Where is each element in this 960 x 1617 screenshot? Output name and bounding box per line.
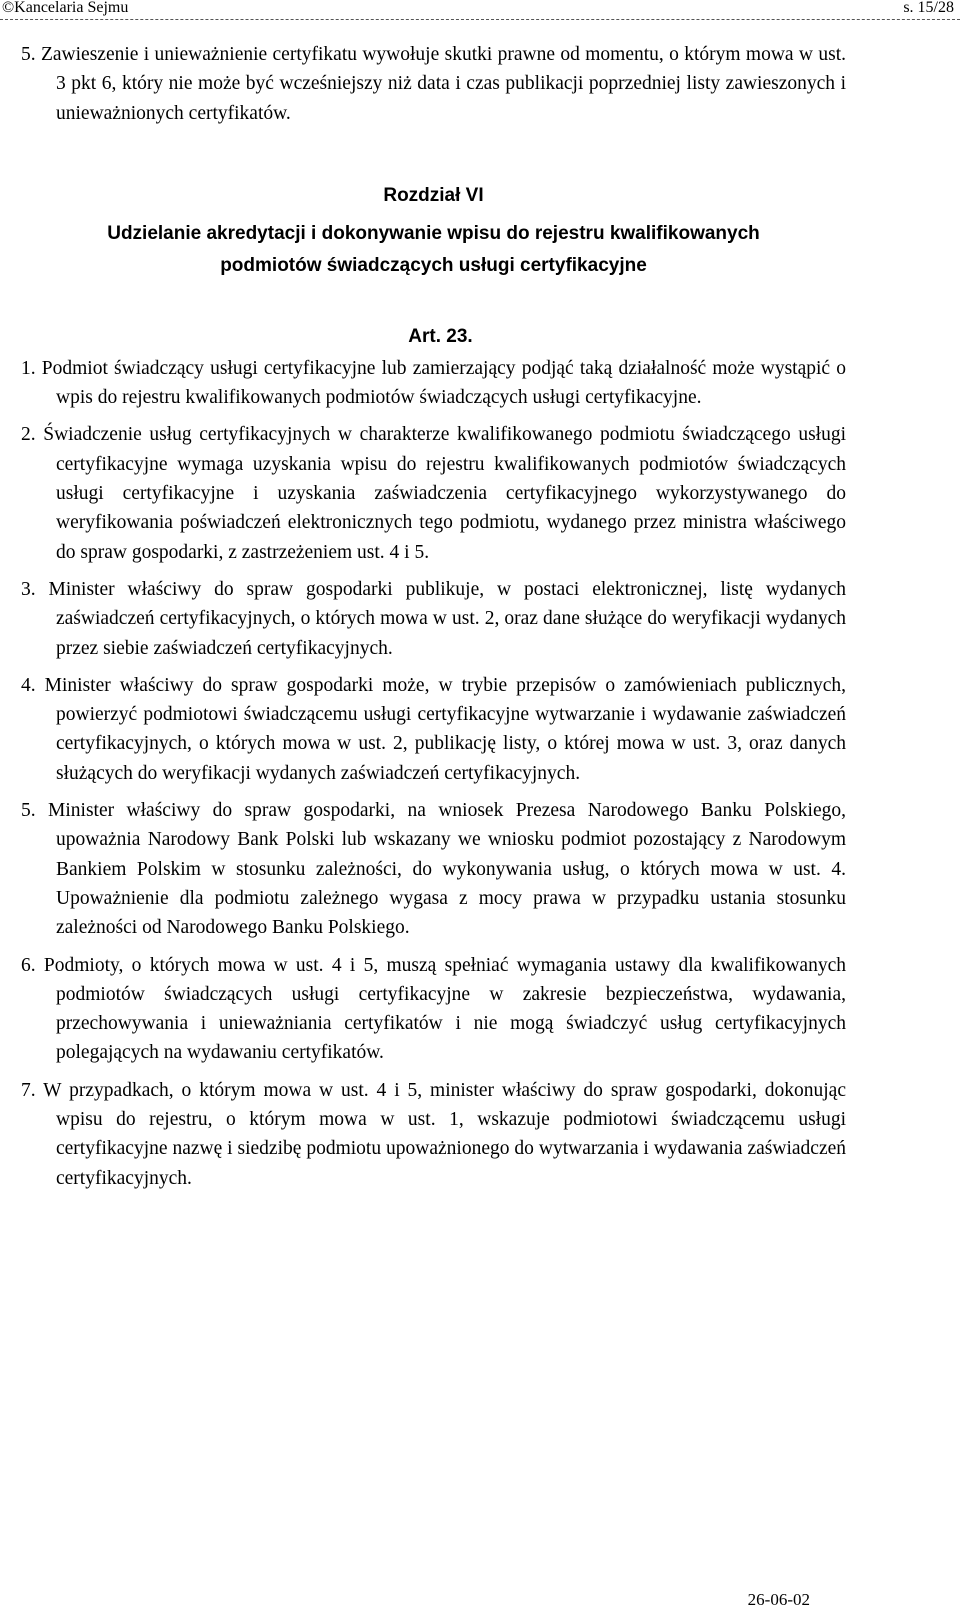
intro-paragraph: 5. Zawieszenie i unieważnienie certyfikatu wywołuje skutki prawne od momentu, o którym mowa w ust. 3 pkt 6, który nie może być wcześniejszy niż data i czas publikacji poprzedniej listy zawieszonych i unieważnionych certyfikatów. (21, 44, 846, 124)
footer-date: 26-06-02 (747, 1590, 810, 1609)
article-paragraph-7: 7. W przypadkach, o którym mowa w ust. 4 i 5, minister właściwy do spraw gospodarki, dokonując wpisu do rejestru, o którym mowa w ust. 1, wskazuje podmiotowi świadczącemu usługi certyfikacyjne nazwę i siedzibę podmiotu upoważnionego do wytwarzania i wydawania zaświadczeń certyfikacyjnych. (21, 1079, 846, 1189)
article-paragraph-5: 5. Minister właściwy do spraw gospodarki, na wniosek Prezesa Narodowego Banku Polskiego, upoważnia Narodowy Bank Polski lub wskazany we wniosku podmiot pozostający z Narodowym Bankiem Polskim w stosunku zależności, do wykonywania usług, o których mowa w ust. 4. Upoważnienie dla podmiotu zależnego wygasa z mocy prawa w przypadku ustania stosunku zależności od Narodowego Banku Polskiego. (21, 800, 846, 939)
article-paragraph-6: 6. Podmioty, o których mowa w ust. 4 i 5, muszą spełniać wymagania ustawy dla kwalifikowanych podmiotów świadczących usługi certyfikacyjne w zakresie bezpieczeństwa, wydawania, przechowywania i unieważniania certyfikatów i nie mogą świadczyć usług certyfikacyjnych polegających na wydawaniu certyfikatów. (21, 954, 846, 1064)
document-body (21, 40, 846, 1201)
page-header (0, 0, 960, 24)
article-heading: Art. 23. (408, 325, 473, 347)
chapter-title-line-1: Udzielanie akredytacji i dokonywanie wpisu do rejestru kwalifikowanych (107, 222, 760, 244)
chapter-title-line-2: podmiotów świadczących usługi certyfikacyjne (220, 254, 647, 276)
article-paragraph-3: 3. Minister właściwy do spraw gospodarki publikuje, w postaci elektronicznej, listę wydanych zaświadczeń certyfikacyjnych, o których mowa w ust. 2, oraz dane służące do weryfikacji wydanych przez siebie zaświadczeń certyfikacyjnych. (21, 578, 846, 659)
article-paragraph-2: 2. Świadczenie usług certyfikacyjnych w charakterze kwalifikowanego podmiotu świadczącego usługi certyfikacyjne wymaga uzyskania wpisu do rejestru kwalifikowanych podmiotów świadczących usługi certyfikacyjne i uzyskania zaświadczenia certyfikacyjnego wykorzystywanego do weryfikowania poświadczeń elektronicznych tego podmiotu, wydanego przez ministra właściwego do spraw gospodarki, z zastrzeżeniem ust. 4 i 5. (21, 424, 846, 563)
page-number: s. 15/28 (903, 0, 954, 16)
copyright-notice: ©Kancelaria Sejmu (2, 0, 129, 16)
chapter-number: Rozdział VI (383, 184, 484, 206)
header-divider (0, 19, 960, 20)
chapter-title (21, 218, 846, 282)
article-paragraph-1: 1. Podmiot świadczący usługi certyfikacyjne lub zamierzający podjąć taką działalność może wystąpić o wpis do rejestru kwalifikowanych podmiotów świadczących usługi certyfikacyjne. (21, 357, 846, 409)
article-paragraph-4: 4. Minister właściwy do spraw gospodarki może, w trybie przepisów o zamówieniach publicznych, powierzyć podmiotowi świadczącemu usługi certyfikacyjne wytwarzanie i wydawanie zaświadczeń certyfikacyjnych, o których mowa w ust. 2, publikację listy, o której mowa w ust. 3, oraz danych służących do weryfikacji wydanych zaświadczeń certyfikacyjnych. (21, 674, 846, 784)
